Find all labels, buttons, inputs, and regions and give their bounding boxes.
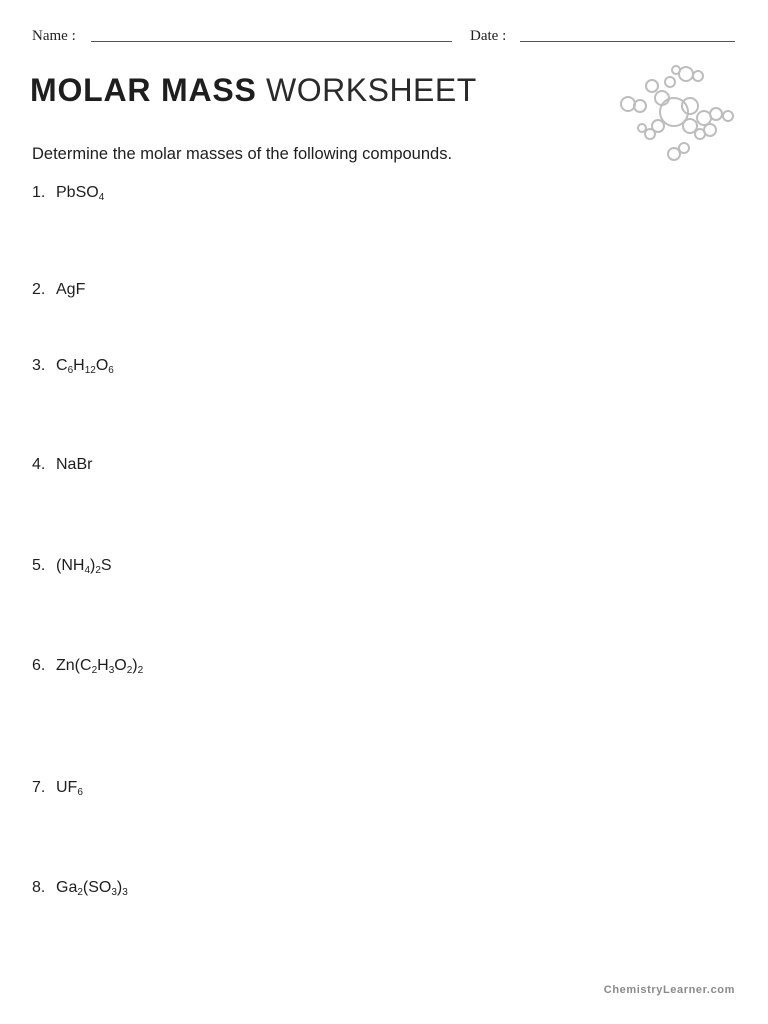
question-item [32, 357, 114, 375]
formula-subscript: 6 [108, 365, 114, 376]
chemical-formula [56, 879, 128, 896]
question-item [32, 557, 112, 575]
formula-subscript: 2 [95, 565, 101, 576]
chemical-formula [56, 281, 85, 298]
formula-text: C [56, 357, 68, 374]
chemical-formula [56, 184, 104, 201]
title-bold: MOLAR MASS [30, 72, 257, 108]
question-item [32, 456, 92, 474]
question-number: 5. [32, 557, 46, 574]
formula-subscript: 6 [67, 365, 74, 376]
name-field[interactable] [91, 41, 452, 42]
formula-text: ) [132, 657, 138, 674]
formula-subscript: 4 [98, 192, 105, 203]
formula-subscript: 2 [91, 665, 98, 676]
question-number: 8. [32, 879, 46, 896]
chemical-formula [56, 557, 112, 574]
formula-subscript: 2 [137, 665, 144, 676]
question-item [32, 281, 85, 299]
chemical-formula [56, 657, 143, 674]
formula-text: ) [116, 879, 123, 896]
footer-brand: ChemistryLearner.com [603, 984, 735, 996]
chemical-formula [56, 456, 92, 473]
molecule-cluster-icon [612, 60, 742, 170]
instructions: Determine the molar masses of the following compounds. [32, 145, 453, 163]
formula-subscript: 4 [84, 565, 90, 576]
formula-text: AgF [56, 281, 86, 298]
page-title [30, 70, 477, 110]
name-label: Name : [32, 28, 76, 44]
formula-text: S [100, 557, 112, 574]
question-number: 4. [32, 456, 46, 473]
formula-text: (NH [56, 557, 85, 574]
formula-text: O [95, 357, 109, 374]
formula-text: H [73, 357, 85, 374]
question-item [32, 184, 104, 202]
formula-text: ) [90, 557, 96, 574]
formula-text: H [97, 657, 109, 674]
formula-subscript: 2 [77, 887, 83, 898]
question-item [32, 657, 143, 675]
date-field[interactable] [520, 41, 735, 42]
chemical-formula [56, 779, 83, 796]
formula-text: Zn(C [56, 657, 92, 674]
formula-text: (SO [82, 879, 112, 896]
formula-subscript: 3 [122, 887, 128, 898]
formula-subscript: 2 [126, 665, 133, 676]
formula-text: PbSO [56, 184, 99, 201]
question-item [32, 879, 128, 897]
formula-subscript: 12 [84, 365, 96, 376]
formula-text: NaBr [56, 456, 93, 473]
formula-text: UF [56, 779, 78, 796]
formula-text: O [114, 657, 127, 674]
question-number: 2. [32, 281, 46, 298]
formula-subscript: 3 [111, 887, 117, 898]
question-number: 7. [32, 779, 46, 796]
formula-subscript: 3 [108, 665, 115, 676]
question-number: 1. [32, 184, 46, 201]
question-number: 3. [32, 357, 46, 374]
question-item [32, 779, 83, 797]
date-label: Date : [470, 28, 507, 44]
formula-text: Ga [56, 879, 78, 896]
chemical-formula [56, 357, 114, 374]
question-number: 6. [32, 657, 46, 674]
formula-subscript: 6 [77, 787, 83, 798]
title-light: WORKSHEET [266, 72, 477, 108]
